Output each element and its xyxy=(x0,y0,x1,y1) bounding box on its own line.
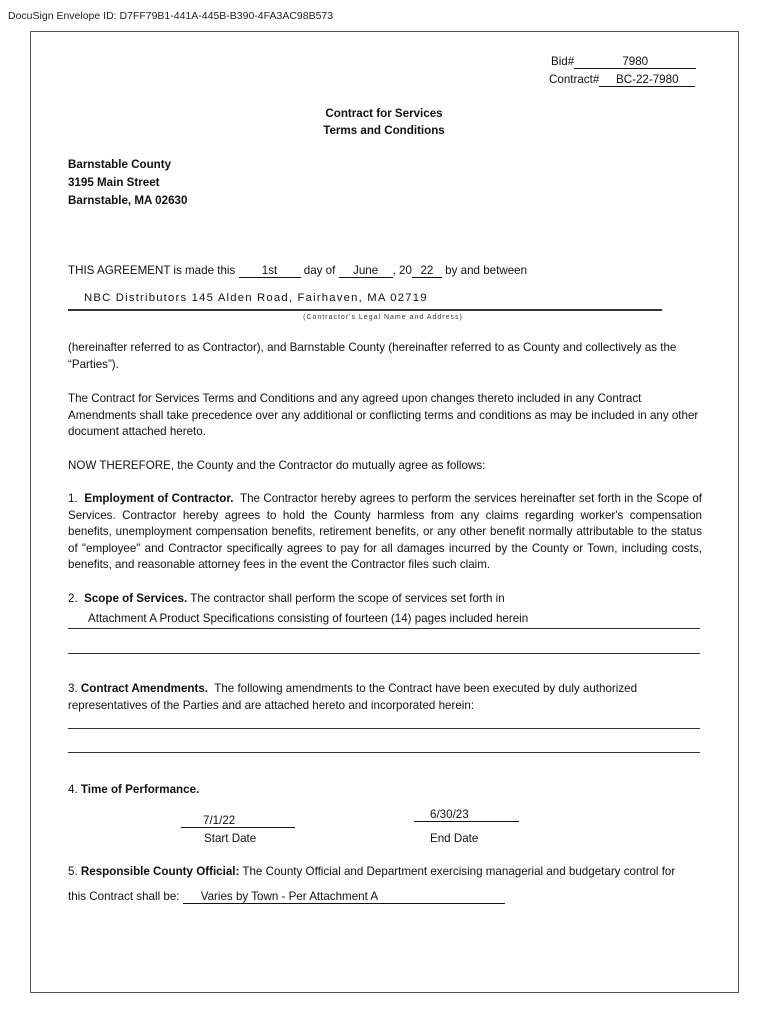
scope-fill-text: Attachment A Product Specifications consisting of fourteen (14) pages included herein xyxy=(88,612,529,625)
section-amendments xyxy=(68,681,702,714)
start-date-label: Start Date xyxy=(204,832,257,845)
bid-number-row xyxy=(551,53,696,70)
responsible-official-value: Varies by Town - Per Attachment A xyxy=(183,890,505,904)
section-4-heading: Time of Performance. xyxy=(80,783,200,796)
document-title xyxy=(284,105,484,139)
precedence-paragraph: The Contract for Services Terms and Conditions and any agreed upon changes thereto included in any Contract Amendments shall take precedence over any additional or conflicting terms and conditions as may be included in any other document attached hereto. xyxy=(68,392,699,438)
section-5-number: 5. xyxy=(68,865,78,878)
start-date-block xyxy=(181,812,295,829)
section-2-number: 2. xyxy=(68,592,78,605)
agreement-prefix: THIS AGREEMENT is made this xyxy=(68,264,236,277)
agreement-day-of: day of xyxy=(303,264,336,277)
section-1-number: 1. xyxy=(68,492,78,505)
now-therefore-paragraph: NOW THEREFORE, the County and the Contractor do mutually agree as follows: xyxy=(68,459,486,472)
agreement-suffix: by and between xyxy=(445,264,528,277)
section-2-heading: Scope of Services. xyxy=(84,592,188,605)
end-date-label: End Date xyxy=(430,832,479,845)
amendments-line-1 xyxy=(68,728,700,729)
contract-number-value: BC-22-7980 xyxy=(599,73,695,87)
section-5-body: The County Official and Department exercising managerial and budgetary control for xyxy=(242,865,676,878)
county-address xyxy=(68,156,187,210)
section-responsible-official xyxy=(68,863,675,880)
agreement-date-line xyxy=(68,262,527,279)
parties-paragraph: (hereinafter referred to as Contractor), and Barnstable County (hereinafter referred to as County and collectively as the “Parties”). xyxy=(68,341,677,371)
section-3-number: 3. xyxy=(68,682,78,695)
end-date-value: 6/30/23 xyxy=(414,808,519,822)
section-time-of-performance xyxy=(68,781,199,798)
docusign-envelope-id: DocuSign Envelope ID: D7FF79B1-441A-445B-B390-4FA3AC98B573 xyxy=(8,10,334,22)
contractor-name-address: NBC Distributors 145 Alden Road, Fairhaven, MA 02719 xyxy=(84,292,428,304)
amendments-line-2 xyxy=(68,752,700,753)
scope-line-1 xyxy=(68,628,700,629)
section-scope xyxy=(68,591,702,608)
scope-line-2 xyxy=(68,653,700,654)
county-street: 3195 Main Street xyxy=(68,176,160,189)
section-5-line2-prefix: this Contract shall be: xyxy=(68,890,180,903)
section-1-body: The Contractor hereby agrees to perform the services hereinafter set forth in the Scope of Services. Contractor hereby agrees to hold the County harmless from any claims regarding worker's compensation benefits, unemployment compensation benefits, retirement benefits, or any other benefit normally attributable to the status of "employee" and Contractor specifically agrees to pay for all damages incurred by the County or Town, including costs, benefits, and reasonable attorney fees in the event the Contractor files such claim. xyxy=(68,492,702,571)
title-line-2: Terms and Conditions xyxy=(323,124,445,137)
bid-label: Bid# xyxy=(551,55,575,68)
county-name: Barnstable County xyxy=(68,158,172,171)
county-city: Barnstable, MA 02630 xyxy=(68,194,188,207)
section-1-heading: Employment of Contractor. xyxy=(84,492,234,505)
section-3-heading: Contract Amendments. xyxy=(80,682,209,695)
title-line-1: Contract for Services xyxy=(325,107,443,120)
start-date-value: 7/1/22 xyxy=(181,814,295,828)
agreement-year-prefix: , 20 xyxy=(392,264,412,277)
contract-number-row xyxy=(549,71,695,88)
bid-number-value: 7980 xyxy=(574,55,696,69)
responsible-official-line xyxy=(68,888,505,905)
agreement-day: 1st xyxy=(239,264,301,278)
contractor-caption: (Contractor's Legal Name and Address) xyxy=(303,314,463,321)
agreement-month: June xyxy=(339,264,393,278)
contract-label: Contract# xyxy=(549,73,600,86)
section-employment xyxy=(68,491,702,574)
section-2-body: The contractor shall perform the scope of services set forth in xyxy=(190,592,505,605)
section-5-heading: Responsible County Official: xyxy=(80,865,240,878)
section-4-number: 4. xyxy=(68,783,78,796)
agreement-year: 22 xyxy=(412,264,442,278)
end-date-block xyxy=(414,806,519,823)
contractor-underline xyxy=(68,309,662,311)
section-3-body: The following amendments to the Contract have been executed by duly authorized representatives of the Parties and are attached hereto and incorporated herein: xyxy=(68,682,638,712)
